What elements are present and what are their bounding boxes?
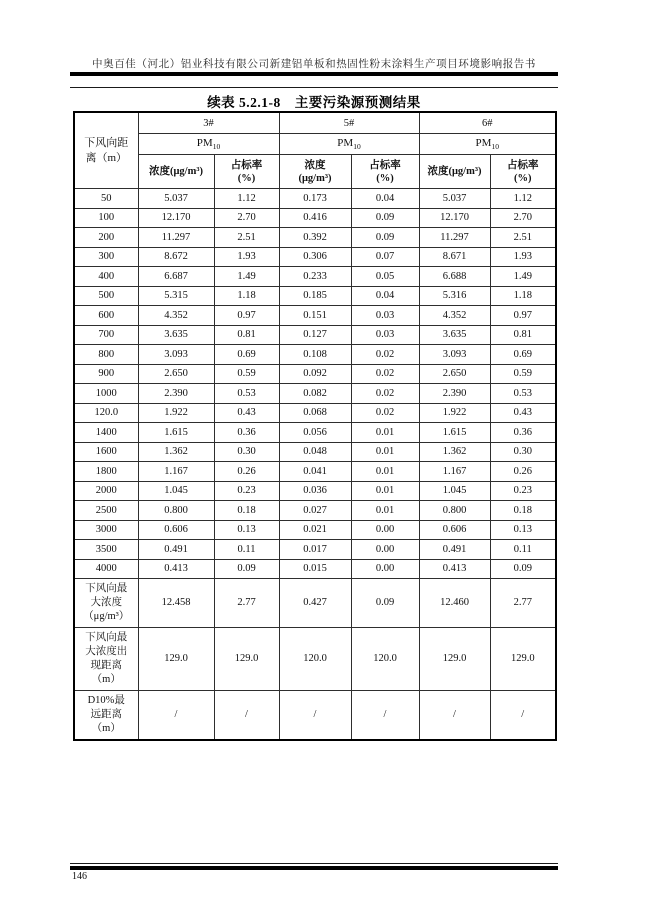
value-cell: / [214,691,279,741]
value-cell: 0.233 [279,267,351,287]
value-cell: 0.69 [490,345,556,365]
value-cell: 0.036 [279,481,351,501]
value-cell: 5.315 [138,286,214,306]
value-cell: 5.316 [419,286,490,306]
value-cell: 2.70 [214,208,279,228]
value-cell: 1.045 [419,481,490,501]
value-cell: 0.01 [351,501,419,521]
value-cell: 4.352 [419,306,490,326]
value-cell: 2.77 [214,579,279,628]
value-cell: 1.045 [138,481,214,501]
value-cell: 0.00 [351,540,419,560]
value-cell: / [490,691,556,741]
value-cell: 0.021 [279,520,351,540]
value-cell: 0.01 [351,481,419,501]
value-cell: 0.53 [214,384,279,404]
value-cell: 1.615 [138,423,214,443]
pollutant-header-pm10: $PM_{10}$ [279,134,419,155]
value-cell: 0.800 [419,501,490,521]
summary-row [74,579,556,628]
distance-cell: 400 [74,267,138,287]
distance-cell: 2000 [74,481,138,501]
distance-cell: 50 [74,189,138,209]
value-cell: 1.922 [138,403,214,423]
value-cell: 2.390 [138,384,214,404]
value-cell: 129.0 [419,628,490,691]
value-cell: 0.97 [214,306,279,326]
page-number: 146 [72,871,87,882]
value-cell: 0.491 [138,540,214,560]
distance-cell: 200 [74,228,138,248]
value-cell: 1.167 [138,462,214,482]
distance-cell: 1800 [74,462,138,482]
footer-thin-rule [70,863,558,864]
value-cell: 2.650 [419,364,490,384]
distance-cell: 500 [74,286,138,306]
distance-cell: 1600 [74,442,138,462]
value-cell: 0.185 [279,286,351,306]
value-cell: 0.81 [490,325,556,345]
value-cell: 1.167 [419,462,490,482]
pollutant-header-pm10: $PM_{10}$ [419,134,556,155]
title-top-rule [70,87,558,88]
value-cell: / [138,691,214,741]
value-cell: 120.0 [279,628,351,691]
table-row [74,286,556,306]
table-body [74,189,556,741]
value-cell: 0.041 [279,462,351,482]
value-cell: 1.49 [490,267,556,287]
value-cell: 0.416 [279,208,351,228]
value-cell: 0.11 [214,540,279,560]
value-cell: 2.70 [490,208,556,228]
table-row [74,345,556,365]
station-header-3: 3# [138,112,279,134]
concentration-header: 浓度(μg/m³) [138,155,214,189]
value-cell: 0.606 [419,520,490,540]
value-cell: 0.97 [490,306,556,326]
value-cell: 0.027 [279,501,351,521]
value-cell: 0.01 [351,423,419,443]
value-cell: 0.02 [351,403,419,423]
value-cell: 0.30 [214,442,279,462]
value-cell: 0.092 [279,364,351,384]
table-row [74,208,556,228]
table-row [74,306,556,326]
value-cell: 1.362 [138,442,214,462]
document-header-title: 中奥百佳（河北）铝业科技有限公司新建铝单板和热固性粉末涂料生产项目环境影响报告书 [92,59,536,70]
value-cell: 0.09 [490,559,556,579]
value-cell: 0.02 [351,345,419,365]
table-row [74,364,556,384]
value-cell: 0.491 [419,540,490,560]
value-cell: 0.26 [490,462,556,482]
value-cell: 0.056 [279,423,351,443]
value-cell: 129.0 [214,628,279,691]
value-cell: 1.18 [490,286,556,306]
header-rule [70,72,558,76]
value-cell: 6.687 [138,267,214,287]
value-cell: 0.173 [279,189,351,209]
ratio-header: 占标率 (%) [214,155,279,189]
value-cell: 1.922 [419,403,490,423]
prediction-results-table [73,111,557,741]
value-cell: 0.59 [214,364,279,384]
header-row-measures [74,155,556,189]
value-cell: 12.460 [419,579,490,628]
value-cell: 0.015 [279,559,351,579]
header-row-stations [74,112,556,134]
distance-cell: 900 [74,364,138,384]
value-cell: 0.02 [351,364,419,384]
value-cell: 0.09 [214,559,279,579]
table-row [74,481,556,501]
value-cell: 0.09 [351,228,419,248]
value-cell: 1.93 [214,247,279,267]
value-cell: 0.00 [351,520,419,540]
distance-cell: 100 [74,208,138,228]
value-cell: 0.00 [351,559,419,579]
value-cell: 0.392 [279,228,351,248]
distance-cell: 4000 [74,559,138,579]
value-cell: 0.36 [214,423,279,443]
value-cell: 5.037 [138,189,214,209]
table-row [74,228,556,248]
value-cell: 8.671 [419,247,490,267]
value-cell: 0.017 [279,540,351,560]
value-cell: 120.0 [351,628,419,691]
value-cell: 0.13 [490,520,556,540]
distance-cell: 600 [74,306,138,326]
value-cell: 0.11 [490,540,556,560]
table-row [74,462,556,482]
value-cell: 0.09 [351,579,419,628]
summary-row [74,691,556,741]
value-cell: 0.69 [214,345,279,365]
value-cell: 0.413 [419,559,490,579]
table-title: 续表 5.2.1-8 主要污染源预测结果 [207,95,421,110]
distance-cell: 1000 [74,384,138,404]
value-cell: 0.53 [490,384,556,404]
table-row [74,403,556,423]
value-cell: 0.36 [490,423,556,443]
table-row [74,520,556,540]
concentration-header: 浓度 (μg/m³) [279,155,351,189]
value-cell: 11.297 [419,228,490,248]
value-cell: 0.082 [279,384,351,404]
table-row [74,384,556,404]
value-cell: 1.362 [419,442,490,462]
value-cell: 1.18 [214,286,279,306]
value-cell: 0.13 [214,520,279,540]
value-cell: 1.12 [214,189,279,209]
value-cell: 3.093 [419,345,490,365]
value-cell: 2.77 [490,579,556,628]
value-cell: 0.01 [351,442,419,462]
value-cell: 0.18 [490,501,556,521]
value-cell: 0.26 [214,462,279,482]
distance-cell: 120.0 [74,403,138,423]
value-cell: 129.0 [138,628,214,691]
value-cell: / [279,691,351,741]
summary-label-cell: 下风向最 大浓度出 现距离 （m） [74,628,138,691]
value-cell: 0.03 [351,325,419,345]
value-cell: 0.03 [351,306,419,326]
value-cell: 0.43 [214,403,279,423]
table-row [74,559,556,579]
value-cell: / [351,691,419,741]
distance-cell: 3500 [74,540,138,560]
distance-cell: 800 [74,345,138,365]
value-cell: 0.127 [279,325,351,345]
value-cell: 4.352 [138,306,214,326]
value-cell: 0.606 [138,520,214,540]
value-cell: 12.170 [138,208,214,228]
value-cell: 0.18 [214,501,279,521]
value-cell: 0.04 [351,189,419,209]
distance-cell: 700 [74,325,138,345]
distance-cell: 300 [74,247,138,267]
value-cell: 0.01 [351,462,419,482]
station-header-6: 6# [419,112,556,134]
value-cell: 0.02 [351,384,419,404]
value-cell: 2.51 [214,228,279,248]
value-cell: 0.413 [138,559,214,579]
value-cell: 12.170 [419,208,490,228]
table-row [74,442,556,462]
value-cell: 0.23 [214,481,279,501]
value-cell: 0.07 [351,247,419,267]
header-row-pollutant [74,134,556,155]
value-cell: / [419,691,490,741]
value-cell: 0.05 [351,267,419,287]
concentration-header: 浓度(μg/m³) [419,155,490,189]
value-cell: 12.458 [138,579,214,628]
value-cell: 0.30 [490,442,556,462]
distance-cell: 2500 [74,501,138,521]
value-cell: 0.43 [490,403,556,423]
distance-cell: 1400 [74,423,138,443]
pollutant-header-pm10: $PM_{10}$ [138,134,279,155]
value-cell: 0.09 [351,208,419,228]
table-row [74,247,556,267]
value-cell: 1.93 [490,247,556,267]
value-cell: 0.151 [279,306,351,326]
value-cell: 3.093 [138,345,214,365]
value-cell: 0.068 [279,403,351,423]
value-cell: 5.037 [419,189,490,209]
value-cell: 0.04 [351,286,419,306]
value-cell: 0.108 [279,345,351,365]
value-cell: 2.51 [490,228,556,248]
value-cell: 3.635 [138,325,214,345]
station-header-5: 5# [279,112,419,134]
ratio-header: 占标率 (%) [490,155,556,189]
value-cell: 0.800 [138,501,214,521]
value-cell: 0.59 [490,364,556,384]
table-row [74,501,556,521]
value-cell: 0.427 [279,579,351,628]
ratio-header: 占标率 (%) [351,155,419,189]
summary-row [74,628,556,691]
table-row [74,540,556,560]
value-cell: 0.81 [214,325,279,345]
value-cell: 1.49 [214,267,279,287]
value-cell: 11.297 [138,228,214,248]
value-cell: 2.650 [138,364,214,384]
value-cell: 2.390 [419,384,490,404]
value-cell: 129.0 [490,628,556,691]
summary-label-cell: 下风向最 大浓度 （μg/m³） [74,579,138,628]
summary-label-cell: D10%最 远距离 （m） [74,691,138,741]
footer-thick-rule [70,866,558,870]
corner-header-downwind-distance: 下风向距 离（m） [74,112,138,189]
table-row [74,189,556,209]
value-cell: 1.12 [490,189,556,209]
value-cell: 0.048 [279,442,351,462]
value-cell: 6.688 [419,267,490,287]
value-cell: 0.23 [490,481,556,501]
value-cell: 3.635 [419,325,490,345]
value-cell: 1.615 [419,423,490,443]
value-cell: 0.306 [279,247,351,267]
distance-cell: 3000 [74,520,138,540]
table-row [74,325,556,345]
table-row [74,267,556,287]
table-row [74,423,556,443]
value-cell: 8.672 [138,247,214,267]
